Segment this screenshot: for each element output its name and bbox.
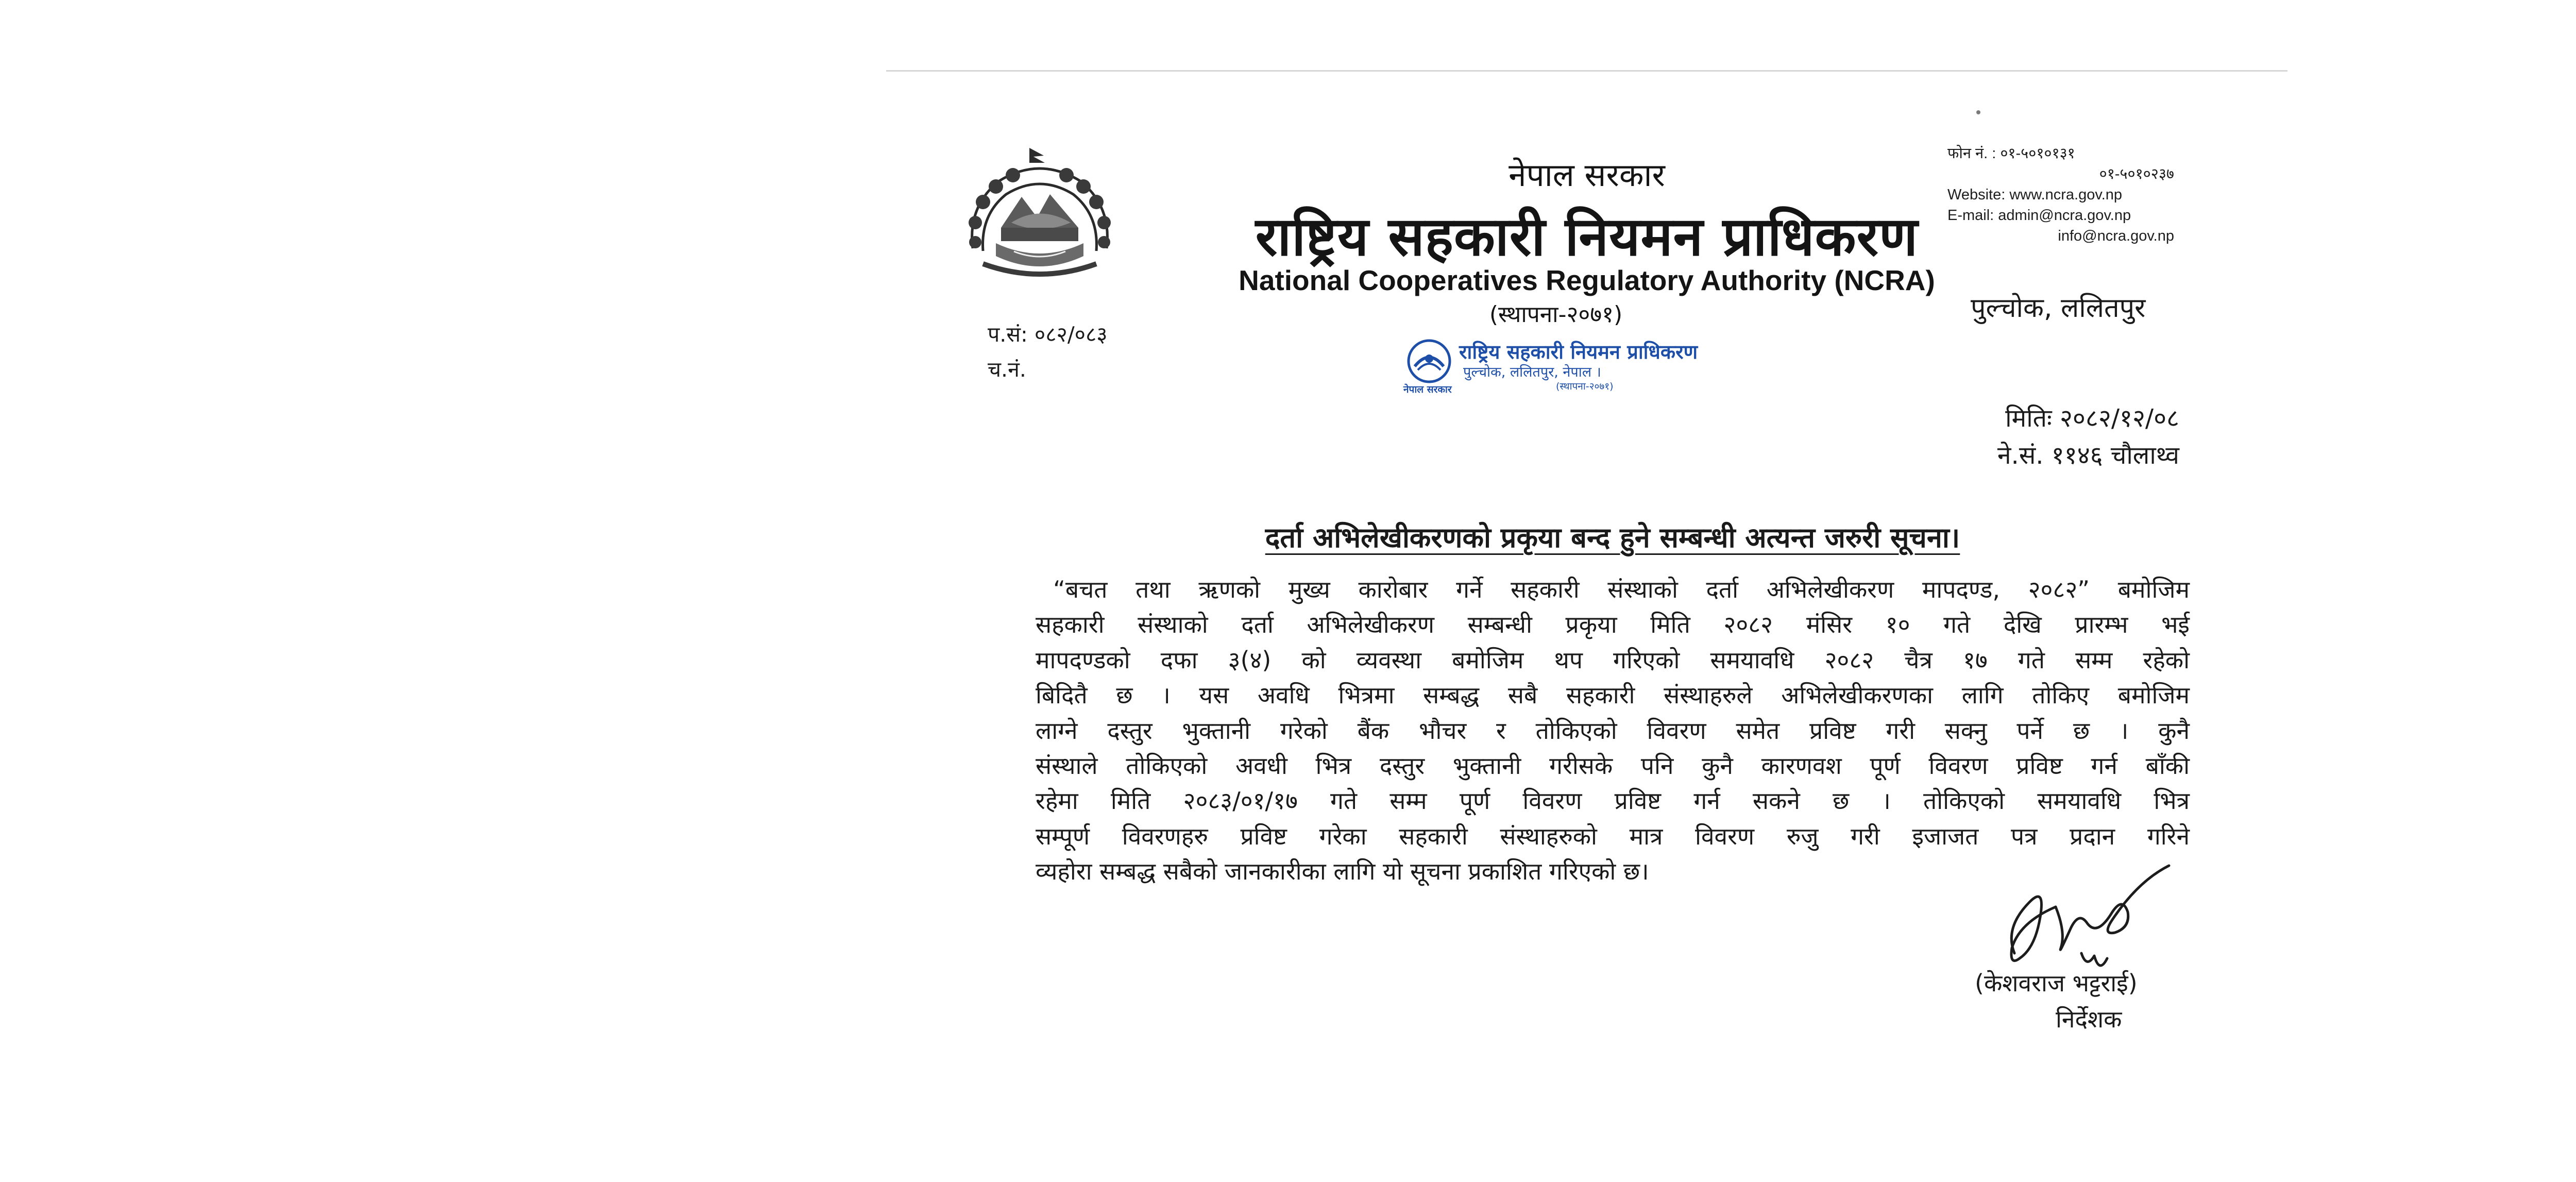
website: Website: www.ncra.gov.np: [1947, 187, 2123, 203]
established-year: (स्थापना-२०७१): [1489, 301, 1623, 328]
dispatch-number: च.नं.: [988, 357, 1026, 382]
top-rule: [886, 70, 2287, 72]
stamp-address: पुल्चोक, ललितपुर, नेपाल ।: [1463, 364, 1601, 380]
signatory-name: (केशवराज भट्टराई): [1975, 969, 2138, 997]
notice-body: [1036, 572, 2190, 889]
body-line: मापदण्डको दफा ३(४) को व्यवस्था बमोजिम थप गरिएको समयावधि २०८२ चैत्र १७ गते सम्म रहेको: [1036, 646, 2190, 674]
phone-1: फोन नं. : ०१-५०१०१३१: [1947, 145, 2075, 162]
body-line: व्यहोरा सम्बद्ध सबैको जानकारीका लागि यो सूचना प्रकाशित गरिएको छ।: [1036, 857, 1649, 886]
stamp-government: नेपाल सरकार: [1403, 384, 1452, 395]
body-line: सम्पूर्ण विवरणहरु प्रविष्ट गरेका सहकारी संस्थाहरुको मात्र विवरण रुजु गरी इजाजत पत्र प्रदान गरिने: [1036, 822, 2190, 850]
notice-subject: दर्ता अभिलेखीकरणको प्रकृया बन्द हुने सम्बन्धी अत्यन्त जरुरी सूचना।: [1265, 521, 1960, 554]
date-nepal-sambat: ने.सं. ११४६ चौलाथ्व: [1997, 441, 2179, 470]
ncra-stamp-icon: [1401, 335, 1731, 397]
government-name: नेपाल सरकार: [1509, 156, 1665, 194]
signatory-title: निर्देशक: [2056, 1005, 2122, 1033]
nepal-emblem-icon: [952, 145, 1127, 285]
stamp-title: राष्ट्रिय सहकारी नियमन प्राधिकरण: [1459, 341, 1698, 363]
stamp-established: (स्थापना-२०७१): [1556, 381, 1614, 392]
body-line: संस्थाले तोकिएको अवधी भित्र दस्तुर भुक्तानी गरीसके पनि कुनै कारणवश पूर्ण विवरण प्रविष्ट गर्न बाँकी: [1036, 752, 2190, 780]
email-2: info@ncra.gov.np: [2058, 228, 2174, 244]
office-address: पुल्चोक, ललितपुर: [1971, 293, 2146, 324]
email-1: E-mail: admin@ncra.gov.np: [1947, 207, 2131, 224]
contact-block: [1947, 143, 2174, 246]
org-name-english: National Cooperatives Regulatory Authority (NCRA): [1239, 264, 1935, 296]
scan-dot: [1976, 110, 1980, 114]
body-line: बिदितै छ । यस अवधि भित्रमा सम्बद्ध सबै सहकारी संस्थाहरुले अभिलेखीकरणका लागि तोकिए बमोजिम: [1036, 681, 2190, 710]
body-line: “बचत तथा ऋणको मुख्य कारोबार गर्ने सहकारी संस्थाको दर्ता अभिलेखीकरण मापदण्ड, २०८२” बमोजिम: [1053, 576, 2190, 603]
body-line: लाग्ने दस्तुर भुक्तानी गरेको बैंक भौचर र तोकिएको विवरण समेत प्रविष्ट गरी सक्नु पर्ने छ । कुनै: [1036, 716, 2190, 745]
body-line: सहकारी संस्थाको दर्ता अभिलेखीकरण सम्बन्धी प्रकृया मिति २०८२ मंसिर १० गते देखि प्रारम्भ भई: [1036, 611, 2190, 639]
body-line: रहेमा मिति २०८३/०१/१७ गते सम्म पूर्ण विवरण प्रविष्ट गर्न सकने छ । तोकिएको समयावधि भित्र: [1036, 787, 2190, 815]
org-name-nepali: राष्ट्रिय सहकारी नियमन प्राधिकरण: [1255, 205, 1919, 268]
phone-2: ०१-५०१०२३७: [2099, 166, 2174, 182]
reference-number: प.सं: ०८२/०८३: [988, 322, 1108, 347]
date-bikram-sambat: मितिः २०८२/१२/०८: [2005, 404, 2179, 433]
